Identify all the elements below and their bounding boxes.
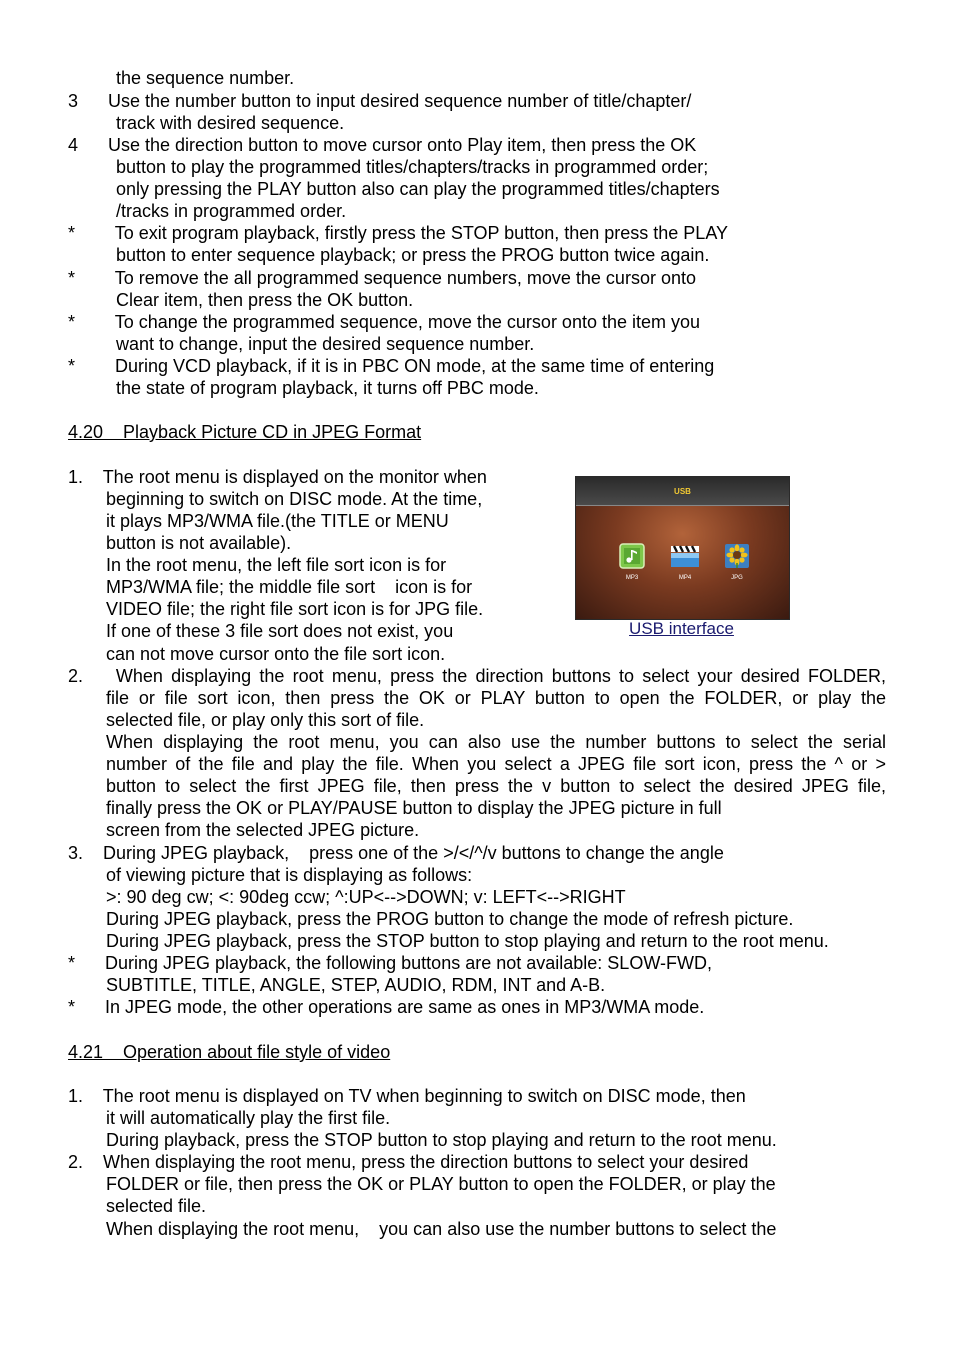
section-heading-4-20: 4.20 Playback Picture CD in JPEG Format [68, 422, 422, 442]
clapperboard-icon [670, 543, 700, 569]
text-line: FOLDER or file, then press the OK or PLAY button to open the FOLDER, or play the [106, 1174, 776, 1194]
text-line: finally press the OK or PLAY/PAUSE button to display the JPEG picture in full [106, 798, 722, 818]
text-line: 4 Use the direction button to move cursor onto Play item, then press the OK [68, 135, 697, 155]
text-line: beginning to switch on DISC mode. At the time, [106, 489, 483, 509]
text-line: 2. When displaying the root menu, press the direction buttons to select your desired FOLDER, [68, 666, 886, 686]
text-line: button to play the programmed titles/chapters/tracks in programmed order; [116, 157, 709, 177]
text-line: only pressing the PLAY button also can play the programmed titles/chapters [116, 179, 720, 199]
text-line: 1. The root menu is displayed on the monitor when [68, 467, 487, 487]
usb-interface-screenshot [575, 476, 790, 620]
text-line: want to change, input the desired sequence number. [116, 334, 535, 354]
usb-icon-label: JPG [731, 575, 743, 581]
text-line: track with desired sequence. [116, 113, 345, 133]
text-line: When displaying the root menu, you can also use the number buttons to select the serial [106, 732, 886, 752]
text-line: it will automatically play the first file. [106, 1108, 391, 1128]
text-line: the state of program playback, it turns off PBC mode. [116, 378, 539, 398]
text-line: * To exit program playback, firstly press the STOP button, then press the PLAY [68, 223, 728, 243]
text-line: 3 Use the number button to input desired sequence number of title/chapter/ [68, 91, 692, 111]
text-line: can not move cursor onto the file sort icon. [106, 644, 446, 664]
text-line: During JPEG playback, press the STOP button to stop playing and return to the root menu. [106, 931, 829, 951]
text-line: SUBTITLE, TITLE, ANGLE, STEP, AUDIO, RDM, INT and A-B. [106, 975, 606, 995]
text-line: VIDEO file; the right file sort icon is for JPG file. [106, 599, 484, 619]
text-line: button to enter sequence playback; or press the PROG button twice again. [116, 245, 710, 265]
text-line: it plays MP3/WMA file.(the TITLE or MENU [106, 511, 449, 531]
text-line: Clear item, then press the OK button. [116, 290, 414, 310]
text-line: the sequence number. [116, 68, 295, 88]
usb-icon-label: MP4 [678, 575, 692, 581]
text-line: number of the file and play the file. When you select a JPEG file sort icon, press the ^ or > [106, 754, 886, 774]
text-line: selected file, or play only this sort of file. [106, 710, 425, 730]
text-line: * In JPEG mode, the other operations are same as ones in MP3/WMA mode. [68, 997, 705, 1017]
usb-screen-topbar [576, 477, 789, 506]
text-line: * To remove the all programmed sequence numbers, move the cursor onto [68, 268, 696, 288]
text-line: of viewing picture that is displaying as follows: [106, 865, 473, 885]
text-line: * To change the programmed sequence, move the cursor onto the item you [68, 312, 701, 332]
text-line: 3. During JPEG playback, press one of the >/</^/v buttons to change the angle [68, 843, 724, 863]
usb-icon-label: MP3 [625, 575, 639, 581]
text-line: file or file sort icon, then press the OK or PLAY button to open the FOLDER, or play the [106, 688, 886, 708]
section-heading-4-21: 4.21 Operation about file style of video [68, 1042, 391, 1062]
text-line: /tracks in programmed order. [116, 201, 347, 221]
text-line: * During JPEG playback, the following buttons are not available: SLOW-FWD, [68, 953, 712, 973]
text-line: In the root menu, the left file sort icon is for [106, 555, 447, 575]
text-line: selected file. [106, 1196, 207, 1216]
text-line: During playback, press the STOP button to stop playing and return to the root menu. [106, 1130, 777, 1150]
text-line: screen from the selected JPEG picture. [106, 820, 420, 840]
usb-screen-title: USB [674, 487, 691, 496]
text-line: 1. The root menu is displayed on TV when beginning to switch on DISC mode, then [68, 1086, 746, 1106]
text-line: If one of these 3 file sort does not exist, you [106, 621, 454, 641]
text-line: button is not available). [106, 533, 292, 553]
text-line: 2. When displaying the root menu, press the direction buttons to select your desired [68, 1152, 749, 1172]
figure-caption: USB interface [629, 619, 734, 638]
text-line: MP3/WMA file; the middle file sort icon is for [106, 577, 473, 597]
text-line: When displaying the root menu, you can also use the number buttons to select the [106, 1219, 777, 1239]
music-file-icon [619, 543, 645, 569]
sunflower-icon [724, 543, 750, 569]
text-line: * During VCD playback, if it is in PBC ON mode, at the same time of entering [68, 356, 715, 376]
text-line: During JPEG playback, press the PROG button to change the mode of refresh picture. [106, 909, 794, 929]
text-line: >: 90 deg cw; <: 90deg ccw; ^:UP<-->DOWN; v: LEFT<-->RIGHT [106, 887, 626, 907]
text-line: button to select the first JPEG file, then press the v button to select the desired JPEG file, [106, 776, 886, 796]
